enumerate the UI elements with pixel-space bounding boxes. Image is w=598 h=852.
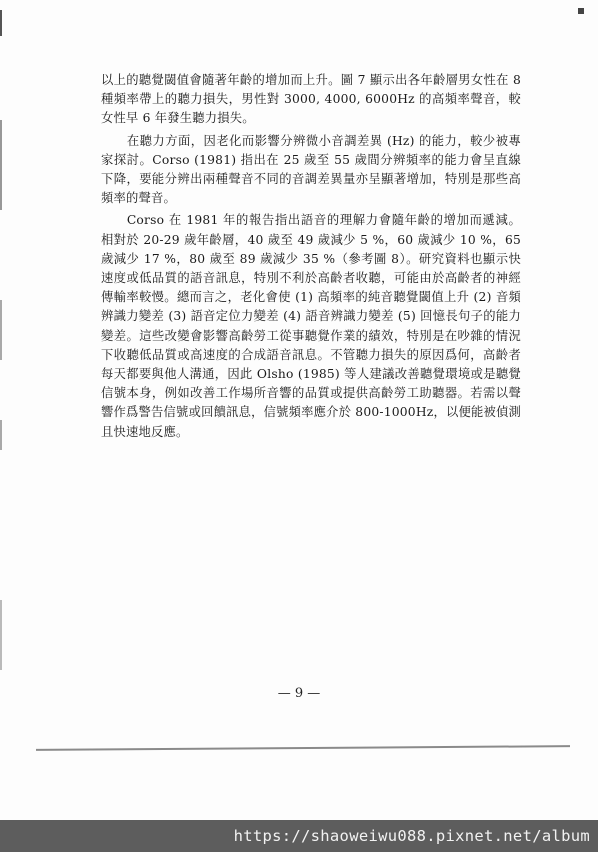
binding-edge-mark <box>0 10 2 36</box>
corner-mark <box>578 8 584 14</box>
body-text <box>101 71 521 445</box>
paragraph: 以上的聽覺閾值會隨著年齡的增加而上升。圖 7 顯示出各年齡層男女性在 8 種頻率帶上的聽力損失，男性對 3000, 4000, 6000Hz 的高頻率聲音，較女性早 6 年發生聽力損失。 <box>101 73 521 126</box>
paragraph: 在聽力方面，因老化而影響分辨微小音調差異 (Hz) 的能力，較少被專家探討。Corso (1981) 指出在 25 歲至 55 歲間分辨頻率的能力會呈直線下降，要能分辨出兩種聲音不同的音調差異量亦呈顯著增加，特別是那些高頻率的聲音。 <box>101 133 521 206</box>
footer-rule <box>36 745 570 751</box>
binding-edge-mark <box>0 120 2 210</box>
paragraph: Corso 在 1981 年的報告指出語音的理解力會隨年齡的增加而遞減。相對於 20-29 歲年齡層，40 歲至 49 歲減少 5 %，60 歲減少 10 %，65 歲減少 17 %，80 歲至 89 歲減少 35 %（參考圖 8）。研究資料也顯示快速度或低品質的語音訊息，特別不利於高齡者收聽，可能由於高齡者的神經傳輸率較慢。總而言之，老化會使 (1) 高頻率的純音聽覺閾值上升 (2) 音頻辨識力變差 (3) 語音定位力變差 (4) 語音辨識力變差 (5) 回憶長句子的能力變差。這些改變會影響高齡勞工從事聽覺作業的績效，特別是在吵雜的情況下收聽低品質或高速度的合成語音訊息。不管聽力損失的原因爲何，高齡者每天都要與他人溝通，因此 Olsho (1985) 等人建議改善聽覺環境或是聽覺信號本身，例如改善工作場所音響的品質或提供高齡勞工助聽器。若需以聲響作爲警告信號或回饋訊息，信號頻率應介於 800-1000Hz，以便能被偵測且快速地反應。 <box>101 213 521 439</box>
binding-edge-mark <box>0 420 2 450</box>
binding-edge-mark <box>0 600 2 670</box>
binding-edge-mark <box>0 300 2 360</box>
watermark-url: https://shaoweiwu088.pixnet.net/album <box>0 820 598 852</box>
page-number: — 9 — <box>277 686 321 701</box>
